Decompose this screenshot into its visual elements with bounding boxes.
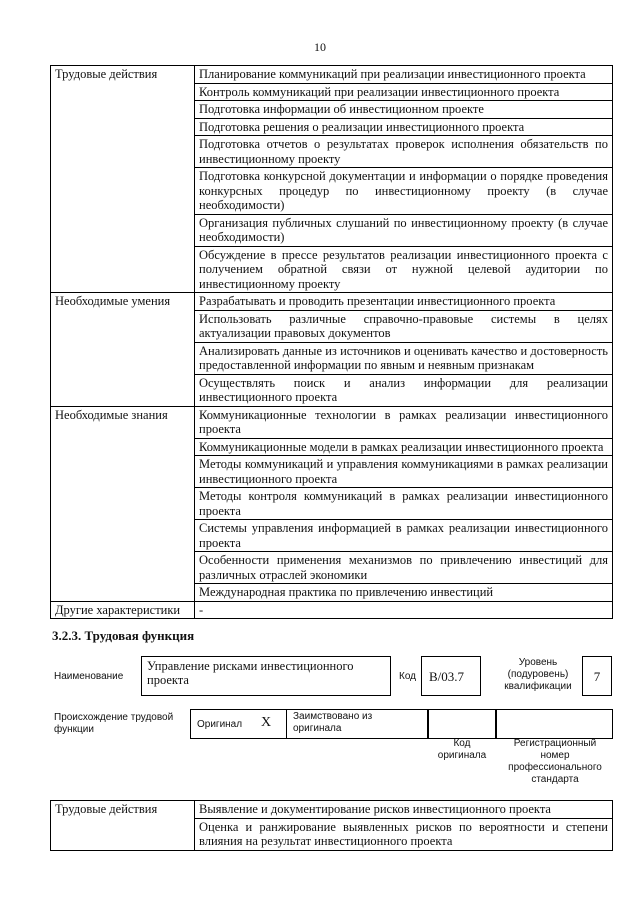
category-cell: Другие характеристики — [51, 601, 195, 619]
function-name-value — [141, 656, 391, 696]
item-cell: Коммуникационные модели в рамках реализации инвестиционного проекта — [195, 438, 613, 456]
item-cell: Коммуникационные технологии в рамках реализации инвестиционного проекта — [195, 406, 613, 438]
item-cell: Планирование коммуникаций при реализации инвестиционного проекта — [195, 66, 613, 84]
item-cell: Выявление и документирование рисков инвестиционного проекта — [195, 801, 613, 819]
table-row — [51, 801, 613, 819]
item-cell: Подготовка информации об инвестиционном проекте — [195, 101, 613, 119]
level-label: Уровень (подуровень) квалификации — [504, 657, 572, 692]
item-cell: Подготовка решения о реализации инвестиционного проекта — [195, 118, 613, 136]
item-cell: Анализировать данные из источников и оценивать качество и достоверность предоставленной информации по явным и неявным признакам — [195, 342, 613, 374]
origin-label: Происхождение трудовой функции — [54, 712, 174, 735]
competency-table — [50, 65, 613, 619]
item-cell: Разрабатывать и проводить презентации инвестиционного проекта — [195, 293, 613, 311]
borrowed-label: Заимствовано из оригинала — [293, 711, 373, 734]
category-cell: Необходимые умения — [51, 293, 195, 407]
item-cell: Обсуждение в прессе результатов реализации инвестиционного проекта с получением обратной связи от нужной целевой аудитории по инвестиционному проекту — [195, 246, 613, 293]
item-cell: Подготовка конкурсной документации и информации о порядке проведения конкурсных процедур по инвестиционному проекту (в случае необходимости) — [195, 168, 613, 215]
reg-number-box — [496, 709, 613, 739]
item-cell: Системы управления информацией в рамках реализации инвестиционного проекта — [195, 520, 613, 552]
code-label: Код — [399, 671, 417, 682]
name-label: Наименование — [54, 671, 124, 682]
category-cell: Необходимые знания — [51, 406, 195, 601]
item-cell: Международная практика по привлечению инвестиций — [195, 584, 613, 602]
category-cell: Трудовые действия — [51, 66, 195, 293]
code-value: B/03.7 — [421, 656, 481, 696]
labor-actions-table — [50, 800, 613, 851]
original-code-box — [428, 709, 496, 739]
item-cell: Подготовка отчетов о результатах проверок исполнения обязательств по инвестиционному проекту — [195, 136, 613, 168]
category-cell: Трудовые действия — [51, 801, 195, 851]
item-cell: Контроль коммуникаций при реализации инвестиционного проекта — [195, 83, 613, 101]
original-label: Оригинал — [197, 719, 243, 730]
table-row — [51, 601, 613, 619]
item-cell: Методы контроля коммуникаций в рамках реализации инвестиционного проекта — [195, 488, 613, 520]
table-row — [51, 406, 613, 438]
item-cell: - — [195, 601, 613, 619]
function-name-text: Управление рисками инвестиционного проекта — [147, 659, 354, 687]
level-value: 7 — [582, 656, 612, 696]
origin-divider — [286, 709, 287, 739]
section-title: 3.2.3. Трудовая функция — [52, 628, 195, 643]
reg-caption: Регистрационный номер профессионального стандарта — [508, 738, 602, 785]
item-cell: Особенности применения механизмов по привлечению инвестиций для различных отраслей экономики — [195, 552, 613, 584]
table-row — [51, 293, 613, 311]
table-row — [51, 66, 613, 84]
item-cell: Методы коммуникаций и управления коммуникациями в рамках реализации инвестиционного проекта — [195, 456, 613, 488]
item-cell: Осуществлять поиск и анализ информации для реализации инвестиционного проекта — [195, 374, 613, 406]
code-caption: Код оригинала — [437, 738, 487, 761]
item-cell: Использовать различные справочно-правовые системы в целях актуализации правовых документов — [195, 310, 613, 342]
page-number: 10 — [314, 40, 326, 54]
item-cell: Оценка и ранжирование выявленных рисков по вероятности и степени влияния на результат инвестиционного проекта — [195, 818, 613, 850]
original-mark: X — [261, 715, 272, 730]
item-cell: Организация публичных слушаний по инвестиционному проекту (в случае необходимости) — [195, 214, 613, 246]
